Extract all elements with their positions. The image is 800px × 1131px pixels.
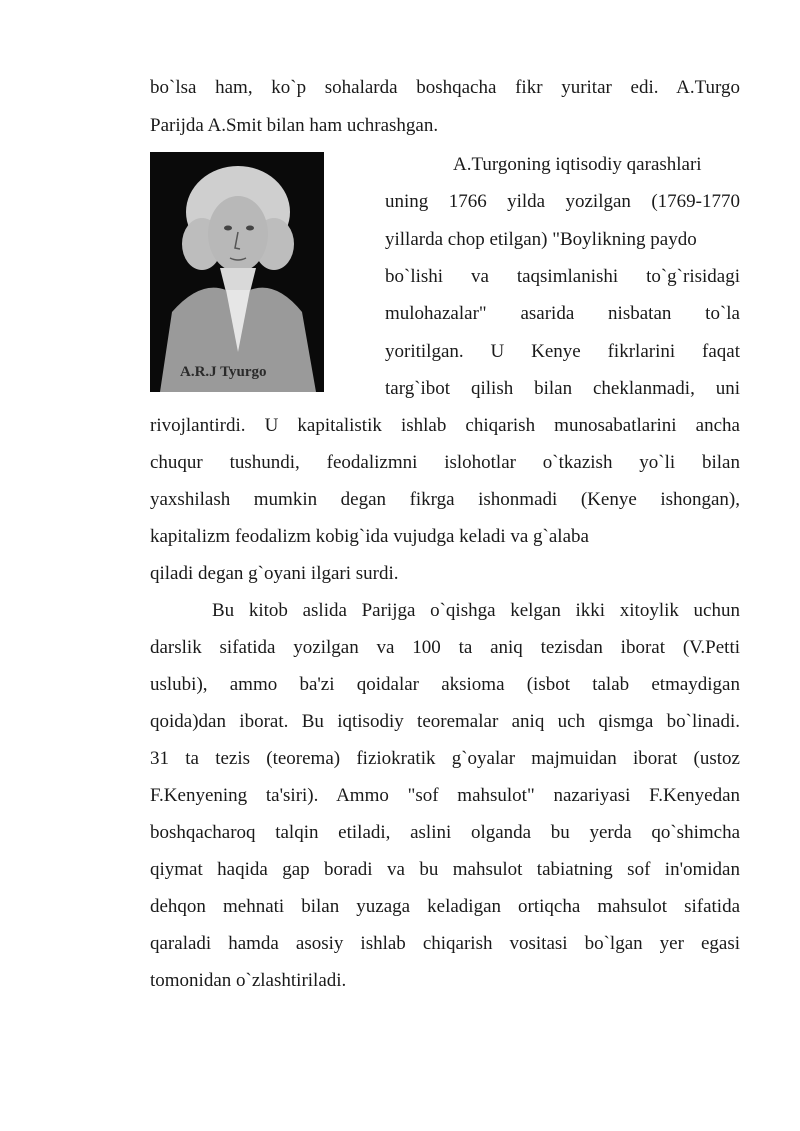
text-line: 31 ta tezis (teorema) fiziokratik g`oyalar majmuidan iborat (ustoz (150, 748, 740, 769)
text-line: bo`lishi va taqsimlanishi to`g`risidagi (385, 266, 740, 287)
text-line: uslubi), ammo ba'zi qoidalar aksioma (isbot talab etmaydigan (150, 674, 740, 695)
text-line: tomonidan o`zlashtiriladi. (150, 970, 347, 991)
text-line: Parijda A.Smit bilan ham uchrashgan. (150, 115, 439, 136)
text-line: mulohazalar" asarida nisbatan to`la (385, 303, 740, 324)
text-line: qaraladi hamda asosiy ishlab chiqarish vositasi bo`lgan yer egasi (150, 933, 740, 954)
text-line: F.Kenyening ta'siri). Ammo "sof mahsulot" nazariyasi F.Kenyedan (150, 785, 740, 806)
text-line: boshqacharoq talqin etiladi, aslini olganda bu yerda qo`shimcha (150, 822, 740, 843)
text-line: A.Turgoning iqtisodiy qarashlari (453, 154, 702, 175)
portrait-icon (150, 152, 324, 392)
text-line: rivojlantirdi. U kapitalistik ishlab chiqarish munosabatlarini ancha (150, 415, 740, 436)
text-line: dehqon mehnati bilan yuzaga keladigan ortiqcha mahsulot sifatida (150, 896, 740, 917)
text-line: uning 1766 yilda yozilgan (1769-1770 (385, 191, 740, 212)
portrait-image (150, 152, 324, 392)
text-line: qiymat haqida gap boradi va bu mahsulot tabiatning sof in'omidan (150, 859, 740, 880)
text-line: targ`ibot qilish bilan cheklanmadi, uni (385, 378, 740, 399)
text-line: yaxshilash mumkin degan fikrga ishonmadi (Kenye ishongan), (150, 489, 740, 510)
portrait-caption: A.R.J Tyurgo (180, 364, 267, 380)
text-line: qiladi degan g`oyani ilgari surdi. (150, 563, 399, 584)
text-line: kapitalizm feodalizm kobig`ida vujudga keladi va g`alaba (150, 526, 589, 547)
text-line: bo`lsa ham, ko`p sohalarda boshqacha fikr yuritar edi. A.Turgo (150, 77, 740, 98)
text-line: yoritilgan. U Kenye fikrlarini faqat (385, 341, 740, 362)
text-line: darslik sifatida yozilgan va 100 ta aniq tezisdan iborat (V.Petti (150, 637, 740, 658)
text-line: qoida)dan iborat. Bu iqtisodiy teoremalar aniq uch qismga bo`linadi. (150, 711, 740, 732)
text-line: chuqur tushundi, feodalizmni islohotlar o`tkazish yo`li bilan (150, 452, 740, 473)
text-line: Bu kitob aslida Parijga o`qishga kelgan ikki xitoylik uchun (212, 600, 740, 621)
text-line: yillarda chop etilgan) "Boylikning paydo (385, 229, 697, 250)
